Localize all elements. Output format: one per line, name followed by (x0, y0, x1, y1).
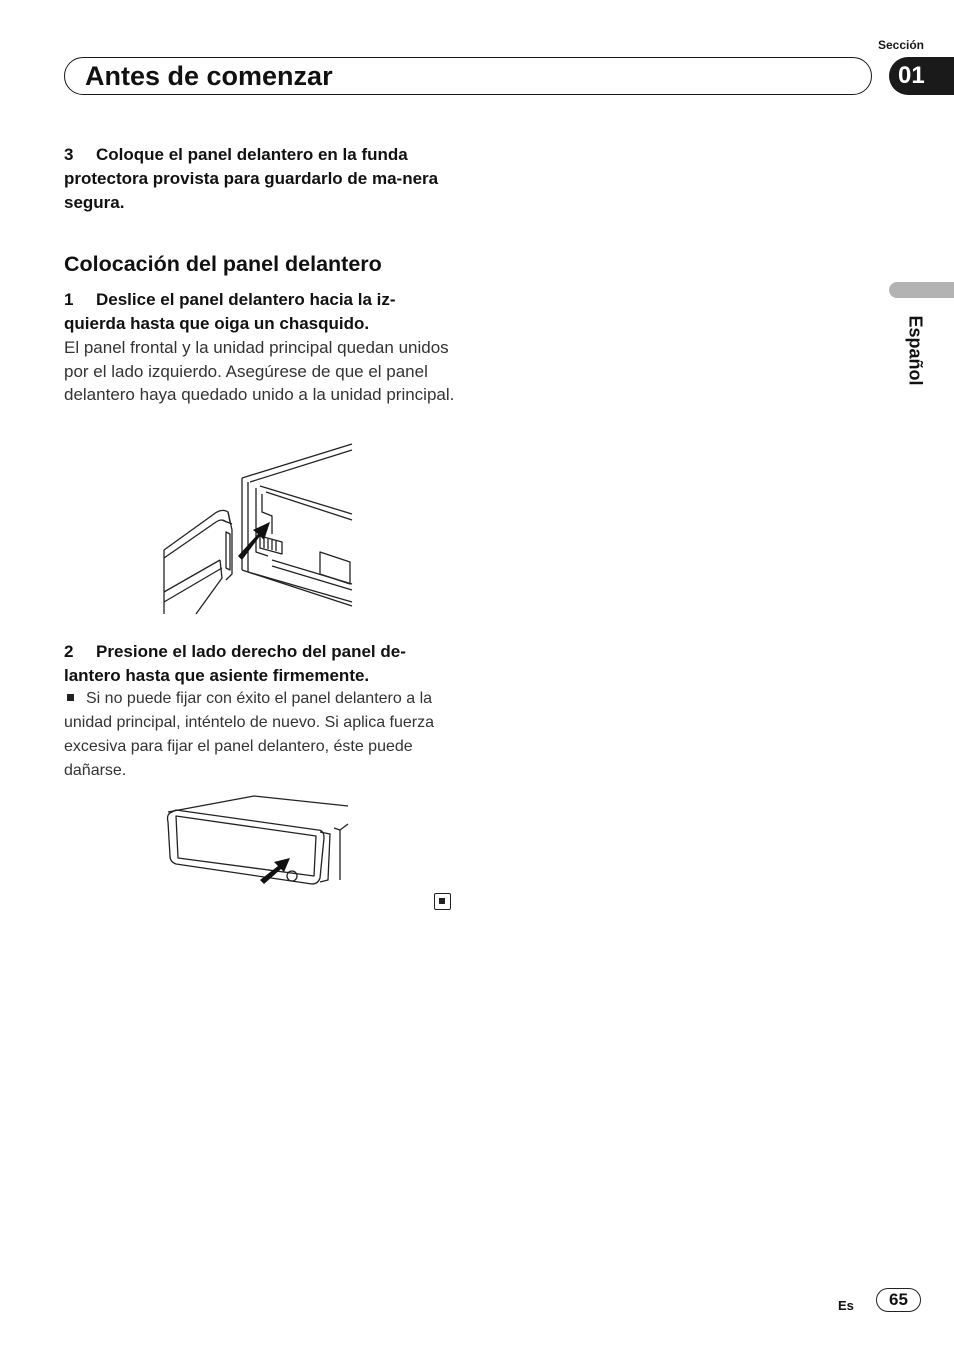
step-number: 1 (64, 290, 74, 309)
page-number: 65 (876, 1288, 921, 1312)
step-2-note (64, 687, 456, 783)
panel-slide-illustration (160, 442, 356, 618)
step-2 (64, 640, 456, 688)
step-text: Presione el lado derecho del panel de-lantero hasta que asiente firmemente. (64, 642, 406, 685)
note-bullet-icon (67, 694, 74, 701)
subheading: Colocación del panel delantero (64, 252, 382, 276)
panel-press-illustration (164, 794, 354, 888)
step-1-description: El panel frontal y la unidad principal quedan unidos por el lado izquierdo. Asegúrese de que el panel delantero haya quedado unido a la unidad principal. (64, 338, 455, 405)
step-number: 3 (64, 145, 74, 164)
language-tab (889, 282, 954, 298)
step-text: Coloque el panel delantero en la funda protectora provista para guardarlo de ma-nera segura. (64, 145, 439, 212)
step-1 (64, 288, 456, 336)
end-of-section-icon (434, 893, 451, 910)
section-number-badge: 01 (889, 57, 954, 95)
chapter-title: Antes de comenzar (85, 61, 333, 91)
note-text: Si no puede fijar con éxito el panel delantero a la unidad principal, inténtelo de nuevo. Si aplica fuerza excesiva para fijar el panel delantero, éste puede dañarse. (64, 690, 435, 779)
language-label: Español (905, 315, 926, 386)
section-label: Sección (877, 38, 925, 52)
step-text: Deslice el panel delantero hacia la iz-quierda hasta que oiga un chasquido. (64, 290, 396, 333)
footer-language-code: Es (838, 1298, 854, 1313)
step-3 (64, 143, 456, 215)
step-number: 2 (64, 642, 74, 661)
